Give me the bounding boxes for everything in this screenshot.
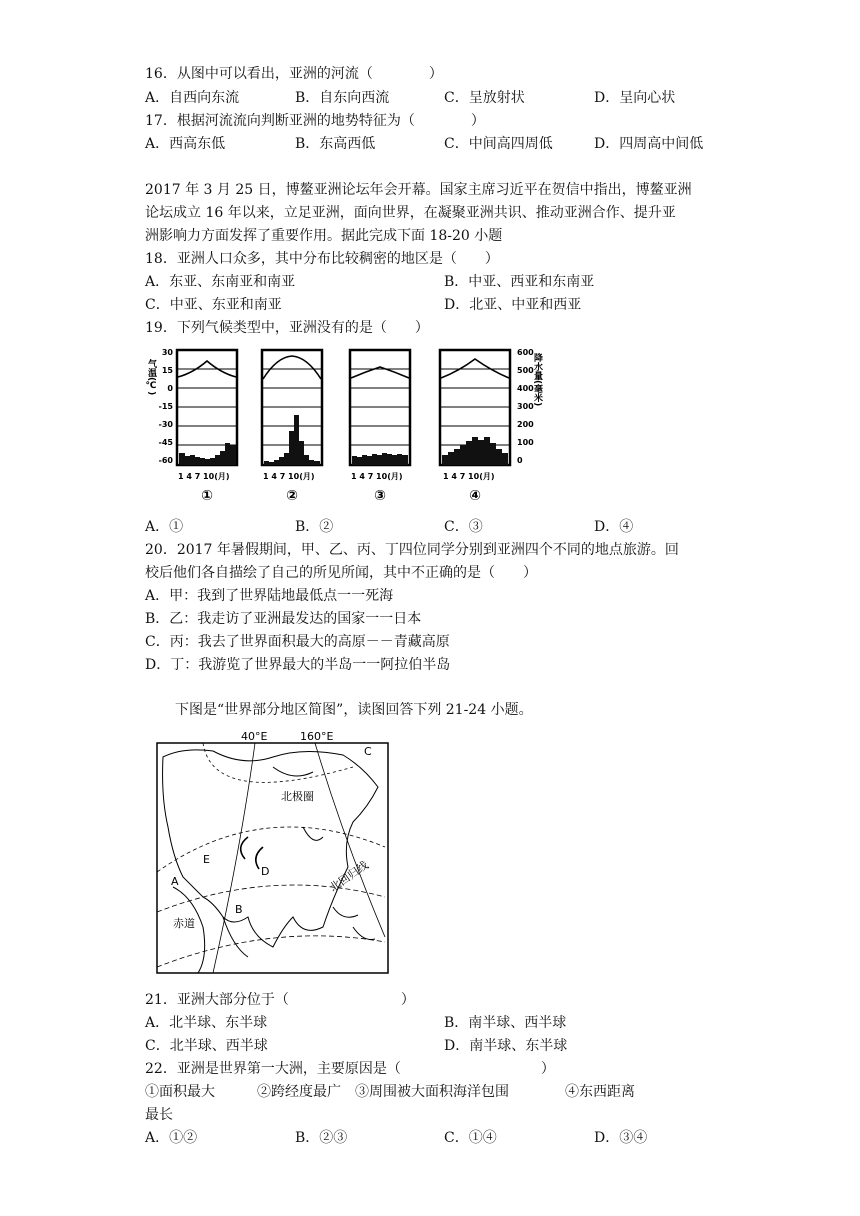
panel-label-1: ① — [201, 488, 213, 504]
lon-label-40e: 40°E — [241, 730, 268, 743]
temp-tick: -60 — [158, 456, 173, 465]
q21-option-b: B．南半球、西半球 — [444, 1015, 567, 1031]
climate-chart-2 — [262, 350, 322, 465]
q21-stem: 21．亚洲大部分位于（ ） — [145, 992, 415, 1008]
q17-option-c: C．中间高四周低 — [444, 136, 553, 152]
climate-chart-3 — [350, 350, 410, 465]
temp-tick: -15 — [158, 402, 173, 411]
temp-tick: 15 — [161, 366, 173, 375]
passage-line-3: 洲影响力方面发挥了重要作用。据此完成下面 18-20 小题 — [145, 228, 503, 244]
precip-tick: 500 — [517, 366, 534, 375]
month-ticks: 1 4 7 10(月) — [443, 472, 495, 481]
q19-option-a: A．① — [145, 519, 184, 535]
map-letter-d: D — [261, 865, 270, 878]
q16-option-a: A．自西向东流 — [145, 90, 240, 106]
lon-label-160e: 160°E — [300, 730, 334, 743]
climate-charts-figure — [145, 345, 555, 510]
q22-items: ①面积最大 ②跨经度最广 ③周围被大面积海洋包围 ④东西距离 — [145, 1084, 635, 1100]
climate-chart-1 — [177, 350, 237, 465]
q22-option-c: C．①④ — [444, 1130, 497, 1146]
q19-option-b: B．② — [295, 519, 334, 535]
climate-chart-4 — [440, 350, 510, 465]
q18-option-a: A．东亚、东南亚和南亚 — [145, 274, 296, 290]
month-ticks: 1 4 7 10(月) — [178, 472, 230, 481]
q21-option-c: C．北半球、西半球 — [145, 1038, 268, 1054]
equator-label: 赤道 — [173, 917, 195, 930]
q19-stem: 19．下列气候类型中，亚洲没有的是（ ） — [145, 320, 429, 336]
q18-option-c: C．中亚、东亚和南亚 — [145, 297, 282, 313]
temp-tick: 30 — [161, 348, 173, 357]
q22-items-wrap: 最长 — [145, 1107, 173, 1123]
q17-stem: 17．根据河流流向判断亚洲的地势特征为（ ） — [145, 113, 485, 129]
world-region-map — [153, 727, 393, 977]
passage-line-1: 2017 年 3 月 25 日，博鳌亚洲论坛年会开幕。国家主席习近平在贺信中指出，博鳌亚洲 — [145, 182, 692, 198]
tropic-label: 北回归线 — [327, 858, 371, 895]
q19-option-d: D．④ — [594, 519, 634, 535]
q20-stem-line-2: 校后他们各自描绘了自己的所见所闻，其中不正确的是（ ） — [145, 565, 537, 581]
map-letter-e: E — [203, 853, 210, 866]
map-letter-b: B — [235, 903, 243, 916]
temp-tick: -45 — [158, 438, 173, 447]
panel-label-4: ④ — [469, 488, 481, 504]
map-letter-c: C — [364, 745, 372, 758]
temp-tick: -30 — [158, 420, 173, 429]
q16-option-d: D．呈向心状 — [594, 90, 676, 106]
q21-option-a: A．北半球、东半球 — [145, 1015, 268, 1031]
temperature-axis-title: 气温(℃) — [146, 359, 156, 396]
q17-option-d: D．四周高中间低 — [594, 136, 704, 152]
panel-label-2: ② — [286, 488, 298, 504]
q22-option-a: A．①② — [145, 1130, 198, 1146]
precip-tick: 400 — [517, 384, 534, 393]
q17-option-a: A．西高东低 — [145, 136, 226, 152]
q22-option-b: B．②③ — [295, 1130, 348, 1146]
q20-option-c: C．丙：我去了世界面积最大的高原－－青藏高原 — [145, 634, 450, 650]
q20-stem-line-1: 20．2017 年暑假期间，甲、乙、丙、丁四位同学分别到亚洲四个不同的地点旅游。回 — [145, 542, 679, 558]
q20-option-b: B．乙：我走访了亚洲最发达的国家一一日本 — [145, 611, 422, 627]
temp-tick: 0 — [167, 384, 173, 393]
q19-option-c: C．③ — [444, 519, 483, 535]
panel-label-3: ③ — [374, 488, 386, 504]
passage-line-2: 论坛成立 16 年以来，立足亚洲，面向世界，在凝聚亚洲共识、推动亚洲合作、提升亚 — [145, 205, 676, 221]
month-ticks: 1 4 7 10(月) — [263, 472, 315, 481]
q22-stem: 22．亚洲是世界第一大洲，主要原因是（ ） — [145, 1061, 555, 1077]
precip-tick: 100 — [517, 438, 534, 447]
q20-option-d: D．丁：我游览了世界最大的半岛一一阿拉伯半岛 — [145, 657, 451, 673]
q16-option-c: C．呈放射状 — [444, 90, 525, 106]
precip-tick: 600 — [517, 348, 534, 357]
q17-option-b: B．东高西低 — [295, 136, 376, 152]
q18-stem: 18．亚洲人口众多，其中分布比较稠密的地区是（ ） — [145, 251, 499, 267]
arctic-circle-label: 北极圈 — [281, 790, 314, 803]
map-intro: 下图是“世界部分地区简图”，读图回答下列 21-24 小题。 — [175, 702, 533, 718]
q18-option-d: D．北亚、中亚和西亚 — [444, 297, 582, 313]
q18-option-b: B．中亚、西亚和东南亚 — [444, 274, 595, 290]
q20-option-a: A．甲：我到了世界陆地最低点一一死海 — [145, 588, 394, 604]
q16-option-b: B．自东向西流 — [295, 90, 390, 106]
precipitation-axis-title: 降水量(毫米) — [532, 353, 542, 407]
map-letter-a: A — [171, 875, 179, 888]
month-ticks: 1 4 7 10(月) — [351, 472, 403, 481]
q16-stem: 16．从图中可以看出，亚洲的河流（ ） — [145, 66, 443, 82]
precip-tick: 300 — [517, 402, 534, 411]
q22-option-d: D．③④ — [594, 1130, 648, 1146]
precip-tick: 0 — [517, 456, 523, 465]
q21-option-d: D．南半球、东半球 — [444, 1038, 568, 1054]
precip-tick: 200 — [517, 420, 534, 429]
